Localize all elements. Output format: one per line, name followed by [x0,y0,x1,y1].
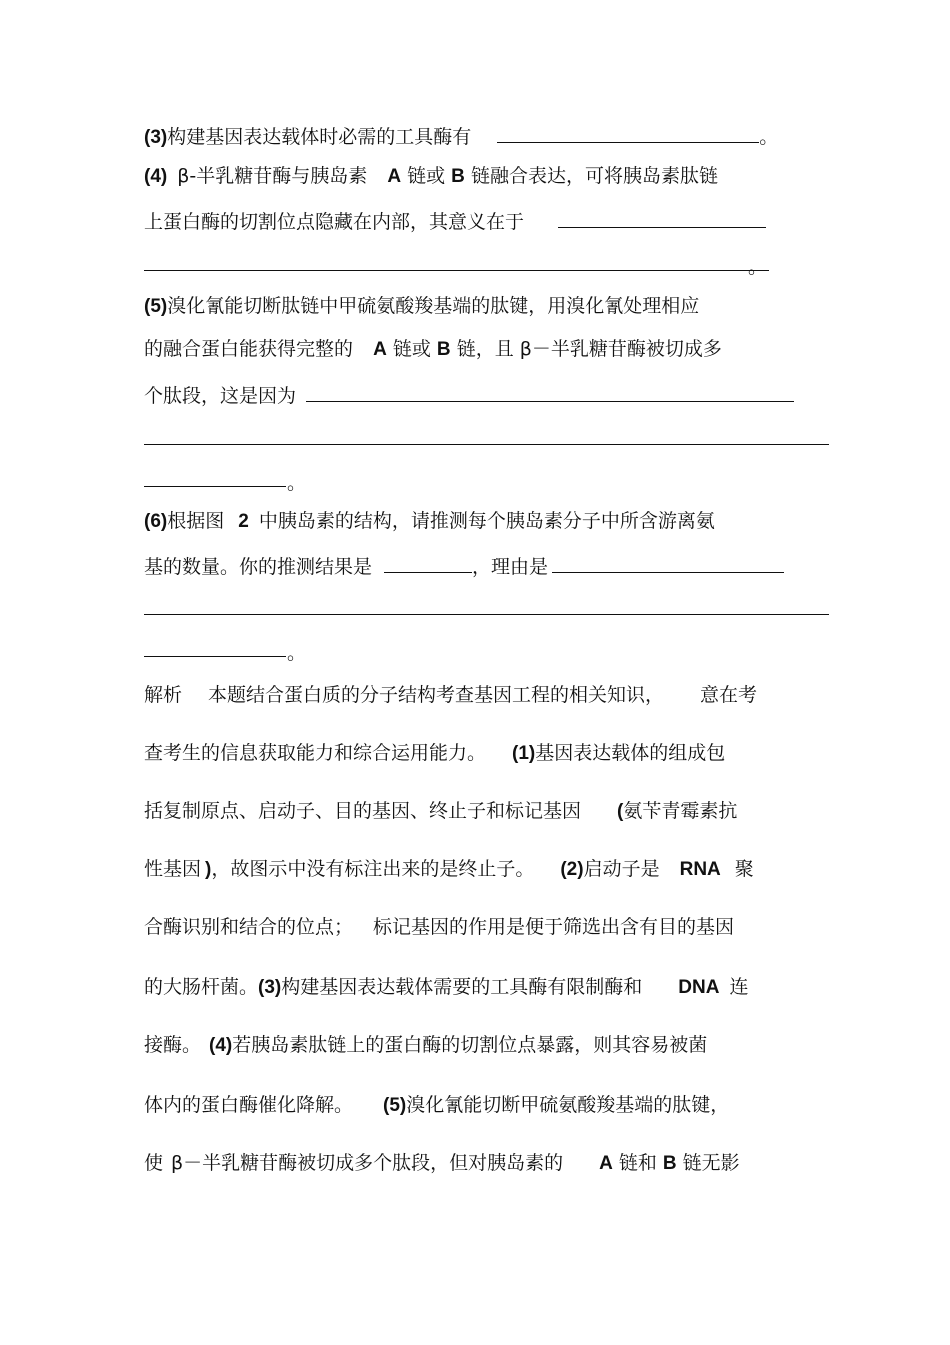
question-6-figure-number: 2 [238,511,249,532]
question-4-or: 链或 [407,165,446,187]
analysis-num-4: (4) [209,1035,233,1056]
analysis-text-3a: 括复制原点、启动子、目的基因、终止子和标记基因 [144,800,582,822]
question-4-number: (4) [144,166,168,187]
question-5-line-1 [144,293,699,320]
analysis-num-3: (3) [258,977,282,998]
question-5-chain-b: B [436,339,451,360]
analysis-line-8 [144,1092,729,1119]
analysis-paren-close: ) [205,859,212,880]
question-5-text-c: 链，且 [456,338,514,360]
question-4-line-2 [144,205,766,235]
question-5-text-a: 溴化氰能切断肽链中甲硫氨酸羧基端的肽键，用溴化氰处理相应 [167,295,700,317]
analysis-text-7b: 若胰岛素肽链上的蛋白酶的切割位点暴露，则其容易被菌 [232,1034,708,1056]
analysis-line-5 [144,914,734,940]
question-4-text-a: β-半乳糖苷酶与胰岛素 [177,165,368,187]
question-5-text-b: 的融合蛋白能获得完整的 [144,338,354,360]
question-5-chain-a: A [373,339,387,360]
question-5-period: 。 [287,472,307,494]
analysis-text-6c: 连 [729,976,749,998]
question-6-number: (6) [144,511,168,532]
question-3-line [144,120,778,151]
analysis-text-4b: ，故图示中没有标注出来的是终止子。 [211,858,535,880]
question-4-period: 。 [748,256,768,278]
question-3-blank[interactable] [497,120,759,143]
question-5-line-3 [144,379,794,409]
analysis-line-4 [144,856,754,883]
question-6-text-c: 基的数量。你的推测结果是 [144,556,373,578]
question-4-chain-a: A [387,166,402,187]
analysis-num-1: (1) [512,743,536,764]
analysis-text-4a: 性基因 [144,858,202,880]
analysis-text-6a: 的大肠杆菌。 [144,976,259,998]
question-6-line-2 [144,550,784,580]
analysis-text-8b: 溴化氰能切断甲硫氨酸羧基端的肽键， [406,1094,730,1116]
analysis-text-9c: 链和 [618,1152,657,1174]
analysis-text-9b: β－半乳糖苷酶被切成多个肽段，但对胰岛素的 [171,1152,564,1174]
question-6-text-a: 根据图 [167,510,225,532]
analysis-text-5a: 合酶识别和结合的位点； [144,916,354,938]
analysis-chain-b: B [662,1153,677,1174]
question-6-line-1 [144,508,715,535]
question-5-or: 链或 [392,338,431,360]
analysis-text-1a: 本题结合蛋白质的分子结构考查基因工程的相关知识， [208,684,665,706]
analysis-text-2a: 查考生的信息获取能力和综合运用能力。 [144,742,487,764]
analysis-text-4d: 聚 [734,858,754,880]
analysis-dna: DNA [678,977,720,998]
question-6-text-d: ，理由是 [472,556,549,578]
analysis-text-2b: 基因表达载体的组成包 [535,742,726,764]
question-6-reason-blank-3[interactable] [144,656,286,657]
analysis-label: 解析 [144,684,183,706]
question-6-result-blank[interactable] [384,550,472,573]
analysis-text-3b: 氨苄青霉素抗 [623,800,738,822]
analysis-chain-a: A [599,1153,613,1174]
analysis-text-1b: 意在考 [700,684,758,706]
analysis-text-6b: 构建基因表达载体需要的工具酶有限制酶和 [281,976,643,998]
question-6-reason-blank-2[interactable] [144,614,829,615]
question-5-text-e: 个肽段，这是因为 [144,385,297,407]
analysis-text-8a: 体内的蛋白酶催化降解。 [144,1094,354,1116]
question-5-blank-3[interactable] [144,486,286,487]
analysis-line-7 [144,1032,707,1059]
question-4-text-c: 上蛋白酶的切割位点隐藏在内部，其意义在于 [144,211,525,233]
question-4-text-b: 链融合表达，可将胰岛素肽链 [470,165,718,187]
analysis-line-1 [144,682,757,708]
analysis-num-5: (5) [383,1095,407,1116]
analysis-line-9 [144,1150,740,1177]
analysis-paren-open: ( [617,801,624,822]
question-6-period: 。 [287,642,307,664]
analysis-text-5b: 标记基因的作用是便于筛选出含有目的基因 [373,916,735,938]
question-4-blank-2[interactable] [144,270,769,271]
question-5-blank-2[interactable] [144,444,829,445]
analysis-line-2 [144,740,725,767]
question-3-text: 构建基因表达载体时必需的工具酶有 [167,126,472,148]
question-6-reason-blank-1[interactable] [552,550,784,573]
question-4-line-1 [144,163,718,190]
analysis-text-4c: 启动子是 [583,858,660,880]
analysis-line-6 [144,974,748,1001]
question-5-blank-1[interactable] [306,379,794,402]
question-3-number: (3) [144,127,168,148]
question-3-period: 。 [759,126,779,148]
analysis-rna: RNA [679,859,721,880]
question-5-number: (5) [144,296,168,317]
analysis-num-2: (2) [560,859,584,880]
question-6-text-b: 中胰岛素的结构，请推测每个胰岛素分子中所含游离氨 [258,510,715,532]
analysis-line-3 [144,798,737,825]
analysis-text-9d: 链无影 [682,1152,740,1174]
question-5-text-d: β－半乳糖苷酶被切成多 [519,338,722,360]
question-4-chain-b: B [451,166,465,187]
question-4-blank-1[interactable] [558,205,766,228]
analysis-text-9a: 使 [144,1152,164,1174]
question-5-line-2 [144,336,722,363]
analysis-text-7a: 接酶。 [144,1034,202,1056]
